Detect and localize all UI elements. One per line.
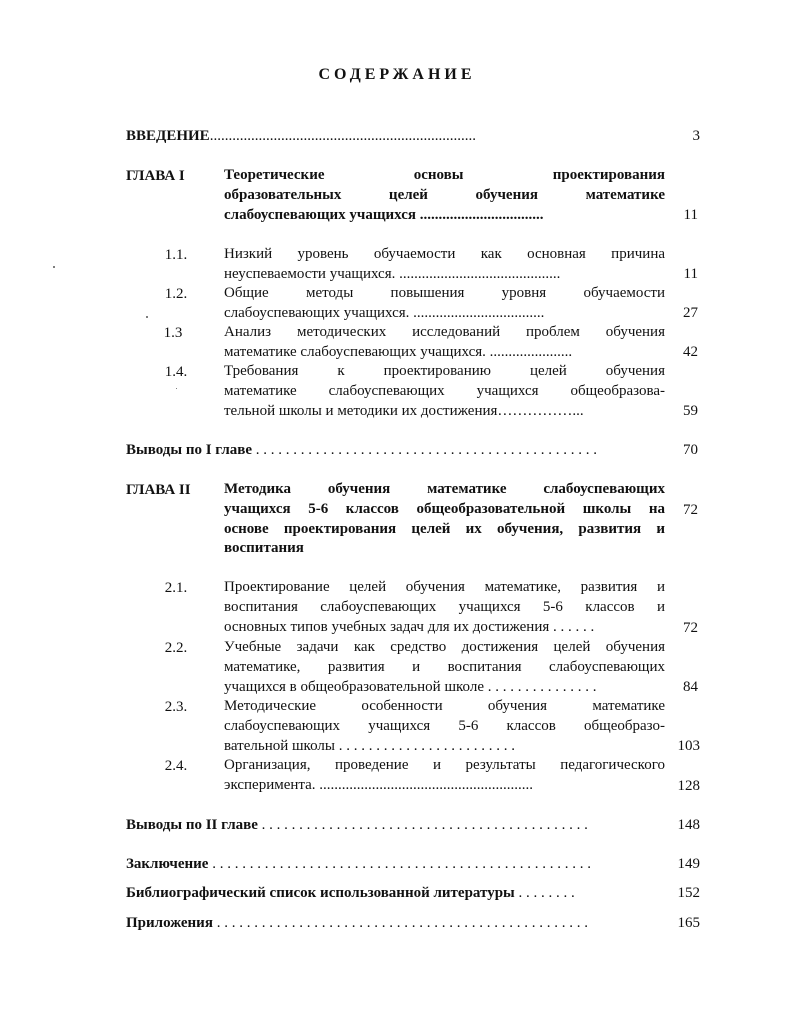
- entry-label: Выводы по II главе: [126, 817, 258, 833]
- entry-label: Приложения: [126, 915, 213, 931]
- section-2-1-title: Проектирование целей обучения математике, развития и воспитания слабоуспевающих учащихся 5-6 классов и основных типов учебных задач для их достижения . . . . . .: [224, 579, 665, 635]
- toc-entry-bibliography: [126, 883, 575, 903]
- section-page: 11: [683, 266, 698, 282]
- section-number: 2.4.: [164, 758, 188, 774]
- entry-label: Заключение: [126, 856, 209, 872]
- entry-leader: .......................................................................: [209, 128, 476, 144]
- entry-leader: . . . . . . . . . . . . . . . . . . . . . . . . . . . . . . . . . . . . . . . . . . . .: [257, 817, 588, 833]
- section-number: 1.3: [163, 325, 183, 341]
- section-1-1-title: Низкий уровень обучаемости как основная причина неуспеваемости учащихся. ...........................................: [224, 246, 665, 282]
- section-page: 128: [677, 778, 700, 794]
- entry-page: 152: [677, 885, 700, 901]
- entry-page: 148: [677, 817, 700, 833]
- section-page: 103: [677, 738, 700, 754]
- toc-entry-intro: [126, 126, 476, 146]
- section-1-3-title: Анализ методических исследований проблем обучения математике слабоуспевающих учащихся. ......................: [224, 324, 665, 360]
- entry-leader: . . . . . . . . . . . . . . . . . . . . . . . . . . . . . . . . . . . . . . . . . . . . . .: [252, 442, 598, 458]
- toc-entry-appendix: [126, 913, 588, 933]
- section-number: 2.3.: [164, 699, 188, 715]
- page-title: СОДЕРЖАНИЕ: [318, 66, 476, 83]
- entry-label: ВВЕДЕНИЕ: [126, 128, 210, 144]
- toc-entry-conclusions-1: [126, 440, 597, 460]
- entry-label: Выводы по I главе: [126, 442, 253, 458]
- chapter-2-label: ГЛАВА II: [126, 482, 191, 498]
- section-number: 1.1.: [164, 247, 188, 263]
- entry-leader: . . . . . . . . . . . . . . . . . . . . . . . . . . . . . . . . . . . . . . . . . . . . . . . . . .: [212, 915, 588, 931]
- section-number: 1.4.: [164, 364, 188, 380]
- section-number: 2.2.: [164, 640, 188, 656]
- chapter-1-page: 11: [683, 207, 698, 223]
- section-number: 2.1.: [164, 580, 188, 596]
- scan-speck: [176, 388, 177, 389]
- section-page: 59: [683, 403, 698, 419]
- entry-label: Библиографический список использованной литературы: [126, 885, 515, 901]
- chapter-2-title: Методика обучения математике слабоуспевающих учащихся 5-6 классов общеобразовательной школы на основе проектирования целей их обучения, развития и воспитания: [224, 481, 665, 557]
- entry-leader: . . . . . . . .: [514, 885, 575, 901]
- entry-page: 149: [677, 856, 700, 872]
- section-number: 1.2.: [164, 286, 188, 302]
- section-page: 42: [683, 344, 698, 360]
- entry-page: 70: [683, 442, 698, 458]
- entry-page: 3: [692, 128, 700, 144]
- section-page: 27: [683, 305, 698, 321]
- toc-entry-conclusions-2: [126, 815, 588, 835]
- chapter-1-label: ГЛАВА I: [126, 168, 185, 184]
- chapter-1-title: Теоретические основы проектирования образовательных целей обучения математике слабоуспевающих учащихся .................................: [224, 167, 665, 223]
- chapter-2-page: 72: [683, 502, 698, 518]
- section-page: 72: [683, 620, 698, 636]
- section-2-2-title: Учебные задачи как средство достижения целей обучения математике, развития и воспитания слабоуспевающих учащихся в общеобразовательной школе . . . . . . . . . . . . . . .: [224, 639, 665, 695]
- toc-entry-conclusion: [126, 854, 591, 874]
- scan-speck: [53, 266, 55, 268]
- section-1-2-title: Общие методы повышения уровня обучаемости слабоуспевающих учащихся. ...................................: [224, 285, 665, 321]
- entry-page: 165: [677, 915, 700, 931]
- section-1-4-title: Требования к проектированию целей обучения математике слабоуспевающих учащихся общеобразова- тельной школы и методики их достижения……………...: [224, 363, 665, 419]
- section-2-3-title: Методические особенности обучения математике слабоуспевающих учащихся 5-6 классов общеобразо- вательной школы . . . . . . . . . . . . . . . . . . . . . . . .: [224, 698, 665, 754]
- section-2-4-title: Организация, проведение и результаты педагогического эксперимента. .........................................................: [224, 757, 665, 793]
- entry-leader: . . . . . . . . . . . . . . . . . . . . . . . . . . . . . . . . . . . . . . . . . . . . . . . . . . .: [208, 856, 591, 872]
- section-page: 84: [683, 679, 698, 695]
- scan-speck: [146, 316, 148, 318]
